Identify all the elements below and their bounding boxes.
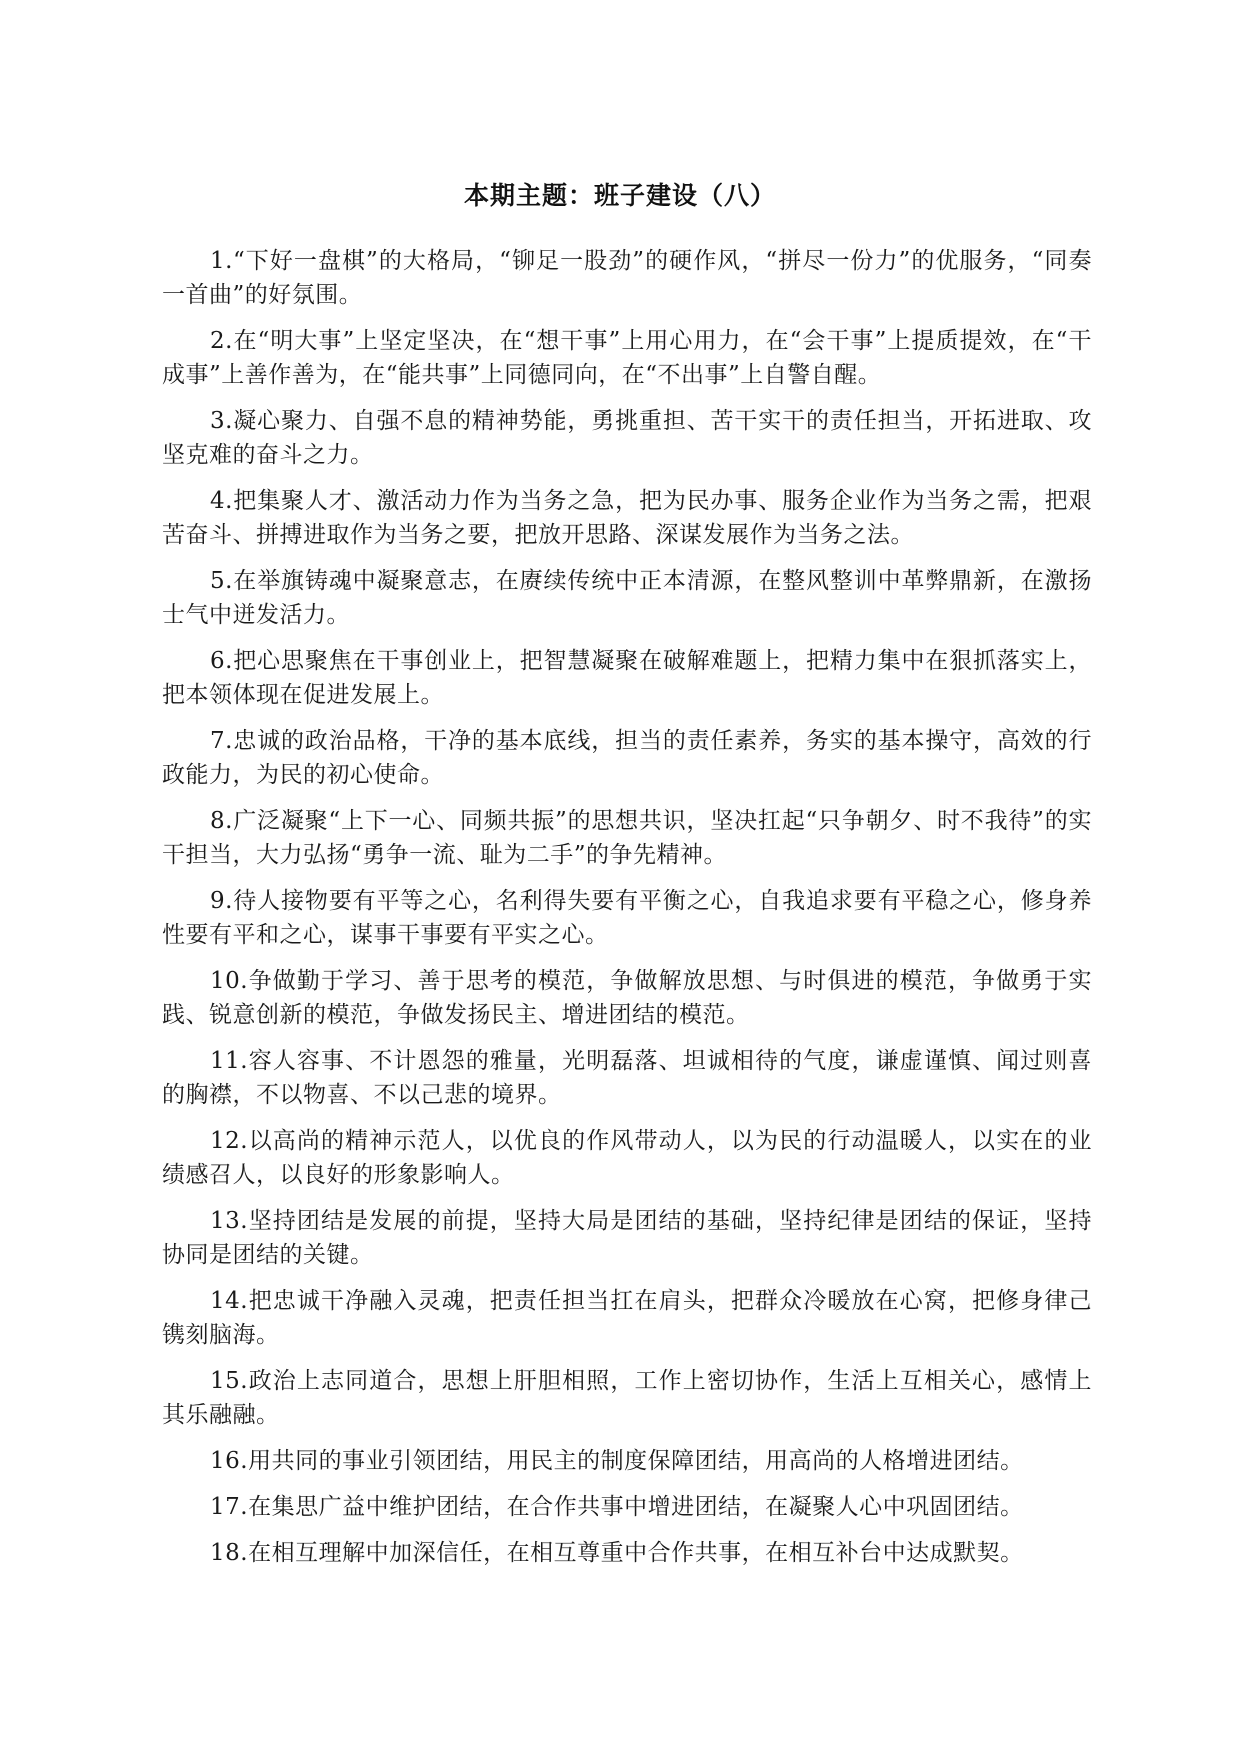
list-item: 11.容人容事、不计恩怨的雅量，光明磊落、坦诚相待的气度，谦虚谨慎、闻过则喜的胸襟，不以物喜、不以己悲的境界。 [162,1048,1092,1108]
list-item: 13.坚持团结是发展的前提，坚持大局是团结的基础，坚持纪律是团结的保证，坚持协同是团结的关键。 [162,1208,1092,1268]
list-item: 7.忠诚的政治品格，干净的基本底线，担当的责任素养，务实的基本操守，高效的行政能力，为民的初心使命。 [162,728,1092,788]
list-item: 10.争做勤于学习、善于思考的模范，争做解放思想、与时俱进的模范，争做勇于实践、锐意创新的模范，争做发扬民主、增进团结的模范。 [162,968,1092,1028]
list-item: 2.在“明大事”上坚定坚决，在“想干事”上用心用力，在“会干事”上提质提效，在“干成事”上善作善为，在“能共事”上同德同向，在“不出事”上自警自醒。 [162,328,1092,388]
list-item: 14.把忠诚干净融入灵魂，把责任担当扛在肩头，把群众冷暖放在心窝，把修身律己镌刻脑海。 [162,1288,1092,1348]
list-item: 5.在举旗铸魂中凝聚意志，在赓续传统中正本清源，在整风整训中革弊鼎新，在激扬士气中迸发活力。 [162,568,1092,628]
page-title: 本期主题：班子建设（八） [463,181,776,210]
list-item: 9.待人接物要有平等之心，名利得失要有平衡之心，自我追求要有平稳之心，修身养性要有平和之心，谋事干事要有平实之心。 [162,888,1092,948]
item-list [162,244,1092,1582]
list-item: 16.用共同的事业引领团结，用民主的制度保障团结，用高尚的人格增进团结。 [210,1448,1024,1474]
list-item: 1.“下好一盘棋”的大格局，“铆足一股劲”的硬作风，“拼尽一份力”的优服务，“同奏一首曲”的好氛围。 [162,248,1092,308]
list-item: 3.凝心聚力、自强不息的精神势能，勇挑重担、苦干实干的责任担当，开拓进取、攻坚克难的奋斗之力。 [162,408,1092,468]
list-item: 6.把心思聚焦在干事创业上，把智慧凝聚在破解难题上，把精力集中在狠抓落实上，把本领体现在促进发展上。 [162,648,1092,708]
list-item: 18.在相互理解中加深信任，在相互尊重中合作共事，在相互补台中达成默契。 [210,1540,1024,1566]
list-item: 15.政治上志同道合，思想上肝胆相照，工作上密切协作，生活上互相关心，感情上其乐融融。 [162,1368,1092,1428]
list-item: 12.以高尚的精神示范人，以优良的作风带动人，以为民的行动温暖人，以实在的业绩感召人，以良好的形象影响人。 [162,1128,1092,1188]
list-item: 4.把集聚人才、激活动力作为当务之急，把为民办事、服务企业作为当务之需，把艰苦奋斗、拼搏进取作为当务之要，把放开思路、深谋发展作为当务之法。 [162,488,1092,548]
list-item: 17.在集思广益中维护团结，在合作共事中增进团结，在凝聚人心中巩固团结。 [210,1494,1024,1520]
list-item: 8.广泛凝聚“上下一心、同频共振”的思想共识，坚决扛起“只争朝夕、时不我待”的实干担当，大力弘扬“勇争一流、耻为二手”的争先精神。 [162,808,1092,868]
